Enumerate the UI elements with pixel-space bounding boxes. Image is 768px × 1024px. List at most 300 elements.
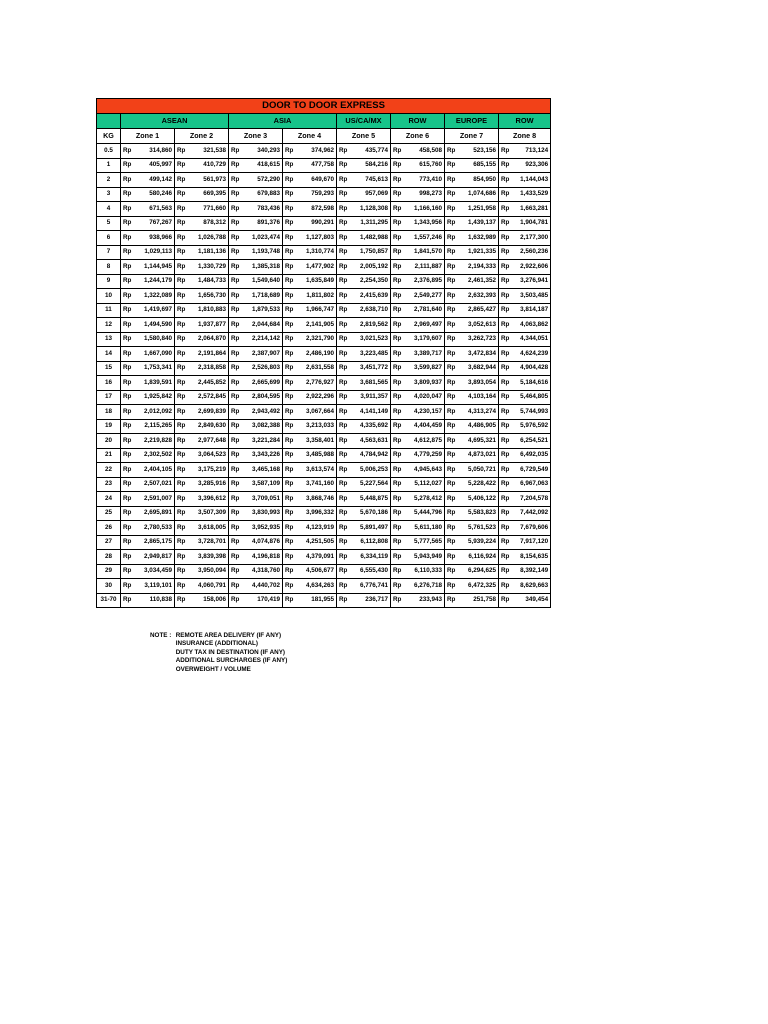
table-row bbox=[97, 405, 551, 420]
price-cell bbox=[283, 274, 337, 289]
currency-label: Rp bbox=[393, 567, 402, 575]
currency-label: Rp bbox=[339, 291, 348, 299]
currency-label: Rp bbox=[339, 422, 348, 430]
price-cell bbox=[445, 187, 499, 202]
price-cell bbox=[229, 521, 283, 536]
price-value: 2,064,870 bbox=[197, 335, 226, 343]
price-value: 679,883 bbox=[257, 190, 280, 198]
currency-label: Rp bbox=[501, 596, 510, 604]
price-cell bbox=[445, 202, 499, 217]
currency-label: Rp bbox=[501, 248, 510, 256]
price-value: 713,124 bbox=[525, 146, 549, 154]
currency-label: Rp bbox=[231, 364, 240, 372]
kg-cell: 25 bbox=[97, 506, 121, 521]
price-cell bbox=[337, 405, 391, 420]
price-value: 181,955 bbox=[311, 596, 334, 604]
region-header bbox=[97, 114, 121, 129]
currency-label: Rp bbox=[231, 277, 240, 285]
price-cell bbox=[445, 593, 499, 608]
currency-label: Rp bbox=[285, 204, 294, 212]
price-cell bbox=[445, 376, 499, 391]
zone-header: Zone 3 bbox=[229, 129, 283, 144]
table-row bbox=[97, 216, 551, 231]
currency-label: Rp bbox=[501, 364, 510, 372]
currency-label: Rp bbox=[177, 335, 186, 343]
price-cell bbox=[175, 361, 229, 376]
price-cell bbox=[499, 245, 551, 260]
price-cell bbox=[175, 187, 229, 202]
price-value: 3,034,459 bbox=[143, 567, 172, 575]
price-cell bbox=[391, 318, 445, 333]
price-cell bbox=[121, 579, 175, 594]
price-value: 5,184,616 bbox=[520, 378, 549, 386]
price-value: 938,966 bbox=[149, 233, 172, 241]
kg-cell: 16 bbox=[97, 376, 121, 391]
price-cell bbox=[283, 216, 337, 231]
price-value: 1,635,849 bbox=[305, 277, 334, 285]
price-value: 6,294,625 bbox=[467, 567, 496, 575]
price-value: 2,865,427 bbox=[467, 306, 496, 314]
rate-table bbox=[96, 98, 551, 608]
price-value: 2,560,236 bbox=[520, 248, 549, 256]
price-value: 5,050,721 bbox=[467, 465, 496, 473]
currency-label: Rp bbox=[285, 538, 294, 546]
price-value: 572,290 bbox=[257, 175, 280, 183]
currency-label: Rp bbox=[393, 204, 402, 212]
price-cell bbox=[499, 202, 551, 217]
price-value: 6,492,035 bbox=[520, 451, 549, 459]
price-cell bbox=[391, 173, 445, 188]
price-cell bbox=[499, 434, 551, 449]
price-value: 3,950,094 bbox=[197, 567, 226, 575]
currency-label: Rp bbox=[447, 552, 456, 560]
price-value: 2,318,858 bbox=[197, 364, 226, 372]
table-row bbox=[97, 303, 551, 318]
kg-cell: 10 bbox=[97, 289, 121, 304]
currency-label: Rp bbox=[231, 451, 240, 459]
price-cell bbox=[337, 550, 391, 565]
price-value: 5,611,180 bbox=[414, 523, 442, 531]
currency-label: Rp bbox=[447, 277, 456, 285]
currency-label: Rp bbox=[231, 306, 240, 314]
price-cell bbox=[283, 506, 337, 521]
currency-label: Rp bbox=[447, 364, 456, 372]
price-cell bbox=[229, 361, 283, 376]
currency-label: Rp bbox=[285, 567, 294, 575]
price-value: 5,006,253 bbox=[359, 465, 388, 473]
kg-cell: 18 bbox=[97, 405, 121, 420]
price-value: 374,962 bbox=[311, 146, 334, 154]
currency-label: Rp bbox=[501, 262, 510, 270]
price-value: 6,254,521 bbox=[520, 436, 549, 444]
currency-label: Rp bbox=[285, 161, 294, 169]
table-row bbox=[97, 593, 551, 608]
currency-label: Rp bbox=[285, 393, 294, 401]
currency-label: Rp bbox=[339, 146, 348, 154]
price-value: 4,074,876 bbox=[251, 538, 280, 546]
kg-cell: 28 bbox=[97, 550, 121, 565]
price-cell bbox=[121, 202, 175, 217]
price-cell bbox=[445, 332, 499, 347]
price-value: 8,154,635 bbox=[520, 552, 549, 560]
currency-label: Rp bbox=[177, 407, 186, 415]
currency-label: Rp bbox=[177, 552, 186, 560]
price-cell bbox=[283, 564, 337, 579]
price-cell bbox=[337, 448, 391, 463]
price-value: 3,082,388 bbox=[251, 422, 280, 430]
price-cell bbox=[121, 347, 175, 362]
kg-cell: 27 bbox=[97, 535, 121, 550]
currency-label: Rp bbox=[447, 161, 456, 169]
currency-label: Rp bbox=[393, 480, 402, 488]
price-cell bbox=[283, 173, 337, 188]
currency-label: Rp bbox=[177, 291, 186, 299]
price-cell bbox=[337, 492, 391, 507]
price-value: 4,624,239 bbox=[520, 349, 549, 357]
price-cell bbox=[391, 390, 445, 405]
currency-label: Rp bbox=[339, 161, 348, 169]
currency-label: Rp bbox=[123, 451, 132, 459]
kg-cell: 14 bbox=[97, 347, 121, 362]
price-value: 1,580,840 bbox=[143, 335, 172, 343]
table-row bbox=[97, 289, 551, 304]
currency-label: Rp bbox=[339, 581, 348, 589]
currency-label: Rp bbox=[339, 552, 348, 560]
currency-label: Rp bbox=[501, 291, 510, 299]
table-row bbox=[97, 419, 551, 434]
currency-label: Rp bbox=[231, 262, 240, 270]
currency-label: Rp bbox=[447, 494, 456, 502]
price-cell bbox=[175, 448, 229, 463]
table-row bbox=[97, 434, 551, 449]
price-cell bbox=[175, 202, 229, 217]
price-value: 2,943,492 bbox=[251, 407, 280, 415]
price-value: 1,557,246 bbox=[413, 233, 442, 241]
price-cell bbox=[283, 187, 337, 202]
price-value: 2,969,497 bbox=[413, 320, 442, 328]
price-value: 314,860 bbox=[149, 146, 172, 154]
price-value: 4,344,051 bbox=[520, 335, 549, 343]
price-cell bbox=[337, 579, 391, 594]
currency-label: Rp bbox=[123, 204, 132, 212]
price-value: 1,433,529 bbox=[520, 190, 549, 198]
price-cell bbox=[391, 477, 445, 492]
price-cell bbox=[499, 564, 551, 579]
price-value: 2,632,393 bbox=[467, 291, 496, 299]
price-cell bbox=[445, 274, 499, 289]
price-cell bbox=[229, 303, 283, 318]
price-cell bbox=[283, 434, 337, 449]
price-value: 1,311,295 bbox=[360, 219, 388, 227]
currency-label: Rp bbox=[447, 291, 456, 299]
price-cell bbox=[391, 579, 445, 594]
price-cell bbox=[121, 550, 175, 565]
price-cell bbox=[499, 376, 551, 391]
price-cell bbox=[337, 347, 391, 362]
table-row bbox=[97, 173, 551, 188]
currency-label: Rp bbox=[393, 378, 402, 386]
zone-header: Zone 8 bbox=[499, 129, 551, 144]
price-cell bbox=[283, 593, 337, 608]
region-header: ASIA bbox=[229, 114, 337, 129]
currency-label: Rp bbox=[447, 422, 456, 430]
price-cell bbox=[229, 463, 283, 478]
price-cell bbox=[499, 550, 551, 565]
currency-label: Rp bbox=[501, 538, 510, 546]
price-cell bbox=[445, 463, 499, 478]
price-cell bbox=[391, 405, 445, 420]
table-row bbox=[97, 506, 551, 521]
currency-label: Rp bbox=[123, 349, 132, 357]
kg-cell: 5 bbox=[97, 216, 121, 231]
price-value: 1,166,160 bbox=[413, 204, 442, 212]
currency-label: Rp bbox=[231, 581, 240, 589]
price-value: 2,781,640 bbox=[413, 306, 442, 314]
currency-label: Rp bbox=[177, 320, 186, 328]
price-cell bbox=[445, 231, 499, 246]
price-cell bbox=[445, 405, 499, 420]
price-cell bbox=[499, 390, 551, 405]
price-cell bbox=[445, 448, 499, 463]
price-value: 2,214,142 bbox=[251, 335, 280, 343]
currency-label: Rp bbox=[501, 190, 510, 198]
currency-label: Rp bbox=[285, 306, 294, 314]
price-value: 4,313,274 bbox=[467, 407, 496, 415]
kg-header: KG bbox=[97, 129, 121, 144]
currency-label: Rp bbox=[393, 364, 402, 372]
price-cell bbox=[499, 463, 551, 478]
price-cell bbox=[229, 434, 283, 449]
currency-label: Rp bbox=[393, 146, 402, 154]
price-value: 3,839,398 bbox=[197, 552, 226, 560]
price-cell bbox=[499, 477, 551, 492]
currency-label: Rp bbox=[339, 538, 348, 546]
currency-label: Rp bbox=[123, 161, 132, 169]
kg-cell: 4 bbox=[97, 202, 121, 217]
price-cell bbox=[283, 376, 337, 391]
price-value: 2,591,007 bbox=[143, 494, 172, 502]
price-cell bbox=[121, 535, 175, 550]
price-value: 5,976,592 bbox=[520, 422, 549, 430]
price-value: 3,830,993 bbox=[251, 509, 280, 517]
table-row bbox=[97, 477, 551, 492]
price-cell bbox=[283, 318, 337, 333]
currency-label: Rp bbox=[393, 494, 402, 502]
price-cell bbox=[337, 245, 391, 260]
price-value: 1,750,857 bbox=[359, 248, 388, 256]
price-value: 767,267 bbox=[149, 219, 172, 227]
currency-label: Rp bbox=[123, 436, 132, 444]
price-cell bbox=[391, 245, 445, 260]
currency-label: Rp bbox=[177, 233, 186, 241]
currency-label: Rp bbox=[285, 262, 294, 270]
currency-label: Rp bbox=[447, 509, 456, 517]
price-value: 349,454 bbox=[525, 596, 549, 604]
price-value: 4,335,692 bbox=[359, 422, 388, 430]
currency-label: Rp bbox=[177, 494, 186, 502]
price-value: 1,667,090 bbox=[143, 349, 172, 357]
price-value: 3,741,160 bbox=[305, 480, 334, 488]
price-value: 3,728,701 bbox=[197, 538, 226, 546]
price-value: 2,111,887 bbox=[414, 262, 442, 270]
price-cell bbox=[499, 521, 551, 536]
currency-label: Rp bbox=[339, 219, 348, 227]
price-value: 458,508 bbox=[419, 146, 442, 154]
price-cell bbox=[175, 318, 229, 333]
price-value: 1,029,113 bbox=[144, 248, 172, 256]
currency-label: Rp bbox=[501, 349, 510, 357]
currency-label: Rp bbox=[339, 480, 348, 488]
table-row bbox=[97, 361, 551, 376]
price-value: 2,302,502 bbox=[143, 451, 172, 459]
currency-label: Rp bbox=[177, 436, 186, 444]
price-cell bbox=[337, 289, 391, 304]
currency-label: Rp bbox=[393, 335, 402, 343]
price-cell bbox=[283, 289, 337, 304]
price-value: 2,776,927 bbox=[305, 378, 334, 386]
price-cell bbox=[121, 274, 175, 289]
currency-label: Rp bbox=[177, 596, 186, 604]
kg-cell: 24 bbox=[97, 492, 121, 507]
price-value: 4,873,021 bbox=[467, 451, 496, 459]
price-cell bbox=[121, 144, 175, 159]
currency-label: Rp bbox=[285, 552, 294, 560]
currency-label: Rp bbox=[285, 320, 294, 328]
price-value: 3,276,941 bbox=[520, 277, 549, 285]
price-value: 1,419,697 bbox=[143, 306, 172, 314]
price-cell bbox=[175, 274, 229, 289]
price-value: 2,486,190 bbox=[305, 349, 334, 357]
table-row bbox=[97, 318, 551, 333]
note-item: OVERWEIGHT / VOLUME bbox=[175, 665, 251, 673]
currency-label: Rp bbox=[393, 509, 402, 517]
currency-label: Rp bbox=[231, 161, 240, 169]
price-cell bbox=[337, 303, 391, 318]
price-cell bbox=[121, 564, 175, 579]
price-value: 2,699,839 bbox=[197, 407, 226, 415]
currency-label: Rp bbox=[447, 335, 456, 343]
price-cell bbox=[445, 361, 499, 376]
currency-label: Rp bbox=[231, 320, 240, 328]
currency-label: Rp bbox=[123, 320, 132, 328]
price-value: 2,177,300 bbox=[520, 233, 549, 241]
price-value: 251,758 bbox=[473, 596, 496, 604]
currency-label: Rp bbox=[501, 146, 510, 154]
price-cell bbox=[175, 158, 229, 173]
currency-label: Rp bbox=[177, 248, 186, 256]
currency-label: Rp bbox=[339, 407, 348, 415]
currency-label: Rp bbox=[285, 523, 294, 531]
price-value: 5,228,422 bbox=[467, 480, 496, 488]
price-value: 4,123,919 bbox=[305, 523, 334, 531]
price-cell bbox=[175, 535, 229, 550]
price-cell bbox=[229, 274, 283, 289]
price-value: 5,278,412 bbox=[413, 494, 442, 502]
price-value: 3,021,523 bbox=[359, 335, 388, 343]
price-value: 990,291 bbox=[311, 219, 334, 227]
currency-label: Rp bbox=[501, 378, 510, 386]
currency-label: Rp bbox=[339, 306, 348, 314]
price-value: 3,952,935 bbox=[251, 523, 280, 531]
price-cell bbox=[121, 260, 175, 275]
price-cell bbox=[121, 463, 175, 478]
currency-label: Rp bbox=[177, 175, 186, 183]
currency-label: Rp bbox=[339, 494, 348, 502]
currency-label: Rp bbox=[501, 465, 510, 473]
price-value: 5,939,224 bbox=[467, 538, 496, 546]
price-cell bbox=[391, 144, 445, 159]
zone-header: Zone 7 bbox=[445, 129, 499, 144]
price-value: 5,891,497 bbox=[359, 523, 388, 531]
price-cell bbox=[391, 216, 445, 231]
price-value: 2,977,648 bbox=[197, 436, 226, 444]
currency-label: Rp bbox=[231, 552, 240, 560]
price-cell bbox=[121, 492, 175, 507]
price-cell bbox=[229, 289, 283, 304]
price-cell bbox=[283, 245, 337, 260]
currency-label: Rp bbox=[177, 567, 186, 575]
currency-label: Rp bbox=[339, 335, 348, 343]
table-row bbox=[97, 535, 551, 550]
currency-label: Rp bbox=[501, 204, 510, 212]
price-cell bbox=[337, 158, 391, 173]
price-cell bbox=[121, 390, 175, 405]
price-cell bbox=[283, 477, 337, 492]
currency-label: Rp bbox=[231, 248, 240, 256]
table-row bbox=[97, 347, 551, 362]
price-value: 2,638,710 bbox=[359, 306, 388, 314]
price-value: 1,937,877 bbox=[197, 320, 226, 328]
price-value: 4,506,677 bbox=[305, 567, 334, 575]
currency-label: Rp bbox=[339, 378, 348, 386]
price-value: 4,060,791 bbox=[197, 581, 226, 589]
price-value: 1,494,590 bbox=[143, 320, 172, 328]
price-cell bbox=[283, 492, 337, 507]
price-value: 2,865,175 bbox=[143, 538, 172, 546]
currency-label: Rp bbox=[177, 349, 186, 357]
note-item: ADDITIONAL SURCHARGES (IF ANY) bbox=[175, 657, 288, 665]
currency-label: Rp bbox=[339, 349, 348, 357]
currency-label: Rp bbox=[231, 596, 240, 604]
price-value: 5,583,823 bbox=[467, 509, 496, 517]
currency-label: Rp bbox=[231, 538, 240, 546]
currency-label: Rp bbox=[393, 190, 402, 198]
price-cell bbox=[391, 260, 445, 275]
price-cell bbox=[499, 506, 551, 521]
price-value: 3,396,612 bbox=[197, 494, 226, 502]
currency-label: Rp bbox=[501, 277, 510, 285]
price-cell bbox=[283, 303, 337, 318]
kg-cell: 17 bbox=[97, 390, 121, 405]
table-row bbox=[97, 390, 551, 405]
price-cell bbox=[283, 347, 337, 362]
price-cell bbox=[445, 390, 499, 405]
price-cell bbox=[499, 318, 551, 333]
currency-label: Rp bbox=[123, 393, 132, 401]
price-cell bbox=[499, 535, 551, 550]
price-value: 2,507,021 bbox=[143, 480, 172, 488]
currency-label: Rp bbox=[393, 596, 402, 604]
currency-label: Rp bbox=[447, 436, 456, 444]
price-value: 4,404,459 bbox=[413, 422, 442, 430]
price-value: 3,911,357 bbox=[360, 393, 388, 401]
price-value: 3,485,988 bbox=[305, 451, 334, 459]
price-cell bbox=[283, 405, 337, 420]
price-cell bbox=[229, 579, 283, 594]
currency-label: Rp bbox=[501, 175, 510, 183]
price-value: 923,306 bbox=[525, 161, 549, 169]
currency-label: Rp bbox=[447, 219, 456, 227]
